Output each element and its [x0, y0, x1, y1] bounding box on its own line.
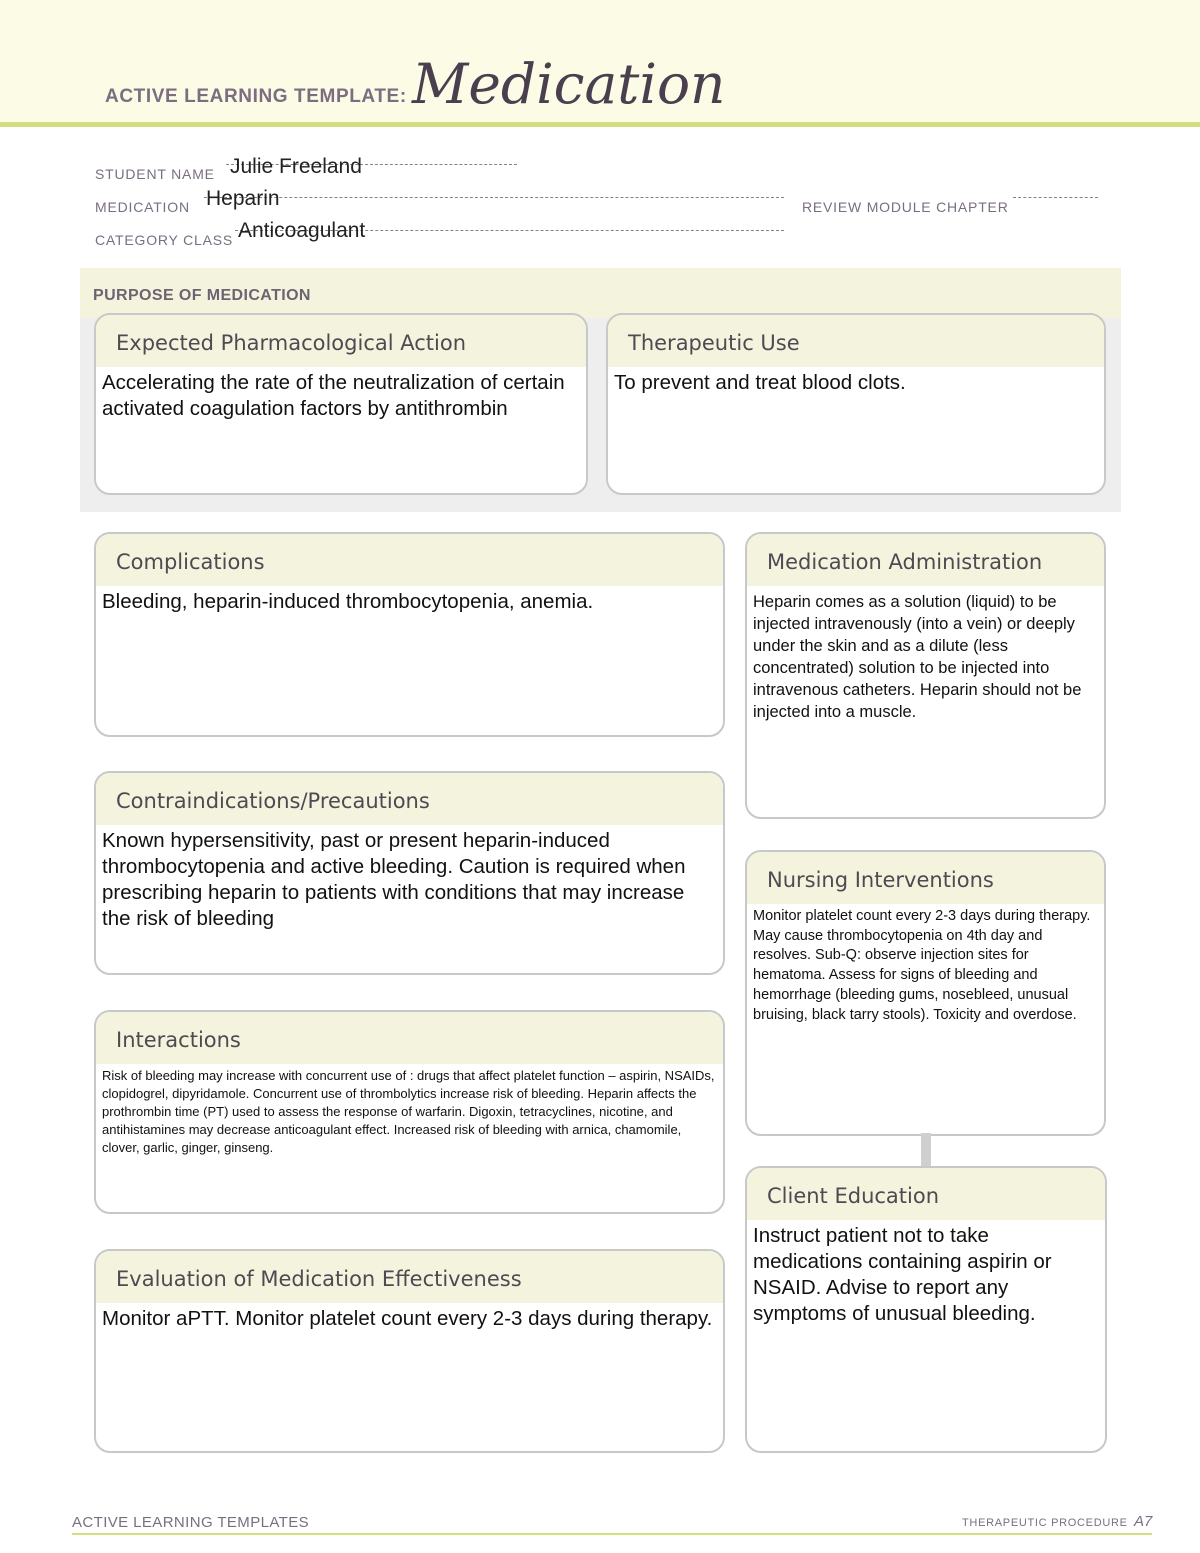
review-module-label: REVIEW MODULE CHAPTER — [802, 199, 1009, 215]
administration-card — [745, 532, 1106, 819]
card-header — [96, 1251, 723, 1303]
connector-bar — [921, 1133, 931, 1167]
expected-action-text[interactable]: Accelerating the rate of the neutralization of certain activated coagulation factors by antithrombin — [102, 371, 565, 420]
card-header — [747, 1168, 1105, 1220]
template-label: ACTIVE LEARNING TEMPLATE: — [105, 86, 407, 107]
complications-card — [94, 532, 725, 737]
nursing-interventions-text[interactable]: Monitor platelet count every 2-3 days during therapy. May cause thrombocytopenia on 4th day and resolves. Sub-Q: observe injection sites for hematoma. Assess for signs of bleeding and hemorrhage (bleeding gums, nosebleed, unusual bruising, black tarry stools). Toxicity and overdose. — [753, 908, 1091, 1023]
page-title: Medication — [412, 52, 726, 116]
evaluation-text[interactable]: Monitor aPTT. Monitor platelet count every 2-3 days during therapy. — [102, 1307, 713, 1330]
administration-text[interactable]: Heparin comes as a solution (liquid) to be injected intravenously (into a vein) or deeply under the skin and as a dilute (less concentrated) solution to be injected into intravenous catheters. Heparin should not be injected into a muscle. — [753, 593, 1082, 721]
contraindications-card — [94, 771, 725, 975]
card-header — [747, 534, 1104, 586]
category-class-label: CATEGORY CLASS — [95, 232, 234, 248]
client-education-card — [745, 1166, 1107, 1453]
card-header — [747, 852, 1104, 904]
purpose-label: PURPOSE OF MEDICATION — [93, 287, 311, 304]
administration-title: Medication Administration — [767, 550, 1043, 574]
evaluation-card — [94, 1249, 725, 1453]
header-divider — [0, 122, 1200, 127]
card-header — [96, 1012, 723, 1064]
therapeutic-use-card — [606, 313, 1106, 495]
contraindications-title: Contraindications/Precautions — [116, 789, 430, 813]
therapeutic-use-text[interactable]: To prevent and treat blood clots. — [614, 371, 906, 394]
medication-line — [204, 197, 784, 198]
student-name-field[interactable]: Julie Freeland — [230, 155, 362, 178]
category-class-field[interactable]: Anticoagulant — [238, 219, 366, 242]
evaluation-title: Evaluation of Medication Effectiveness — [116, 1267, 522, 1291]
nursing-interventions-title: Nursing Interventions — [767, 868, 994, 892]
expected-action-card — [94, 313, 588, 495]
footer-right: THERAPEUTIC PROCEDURE — [962, 1517, 1128, 1529]
medication-label: MEDICATION — [95, 199, 190, 215]
complications-title: Complications — [116, 550, 265, 574]
client-education-title: Client Education — [767, 1184, 940, 1208]
interactions-text[interactable]: Risk of bleeding may increase with concurrent use of : drugs that affect platelet function – aspirin, NSAIDs, clopidogrel, dipyridamole. Concurrent use of thrombolytics increase risk of bleeding. Heparin affects the prothrombin time (PT) used to assess the response of warfarin. Digoxin, tetracyclines, nicotine, and antihistamines may decrease anticoagulant effect. Increased risk of bleeding with arnica, chamomile, clover, garlic, ginger, ginseng. — [102, 1068, 715, 1155]
card-header — [96, 315, 586, 367]
card-header — [608, 315, 1104, 367]
contraindications-text[interactable]: Known hypersensitivity, past or present heparin-induced thrombocytopenia and active bleeding. Caution is required when prescribing heparin to patients with conditions that may increase the risk of bleeding — [102, 829, 686, 930]
medication-field[interactable]: Heparin — [206, 187, 280, 210]
expected-action-title: Expected Pharmacological Action — [116, 331, 467, 355]
complications-text[interactable]: Bleeding, heparin-induced thrombocytopenia, anemia. — [102, 590, 594, 613]
card-header — [96, 534, 723, 586]
interactions-card — [94, 1010, 725, 1214]
student-name-label: STUDENT NAME — [95, 166, 215, 182]
footer-left: ACTIVE LEARNING TEMPLATES — [72, 1514, 309, 1531]
nursing-interventions-card — [745, 850, 1106, 1136]
review-module-line — [1013, 197, 1098, 198]
client-education-text[interactable]: Instruct patient not to take medications containing aspirin or NSAID. Advise to report any symptoms of unusual bleeding. — [753, 1224, 1052, 1325]
footer-code: A7 — [1134, 1513, 1153, 1530]
interactions-title: Interactions — [116, 1028, 241, 1052]
footer-divider — [72, 1533, 1152, 1535]
card-header — [96, 773, 723, 825]
therapeutic-use-title: Therapeutic Use — [628, 331, 800, 355]
